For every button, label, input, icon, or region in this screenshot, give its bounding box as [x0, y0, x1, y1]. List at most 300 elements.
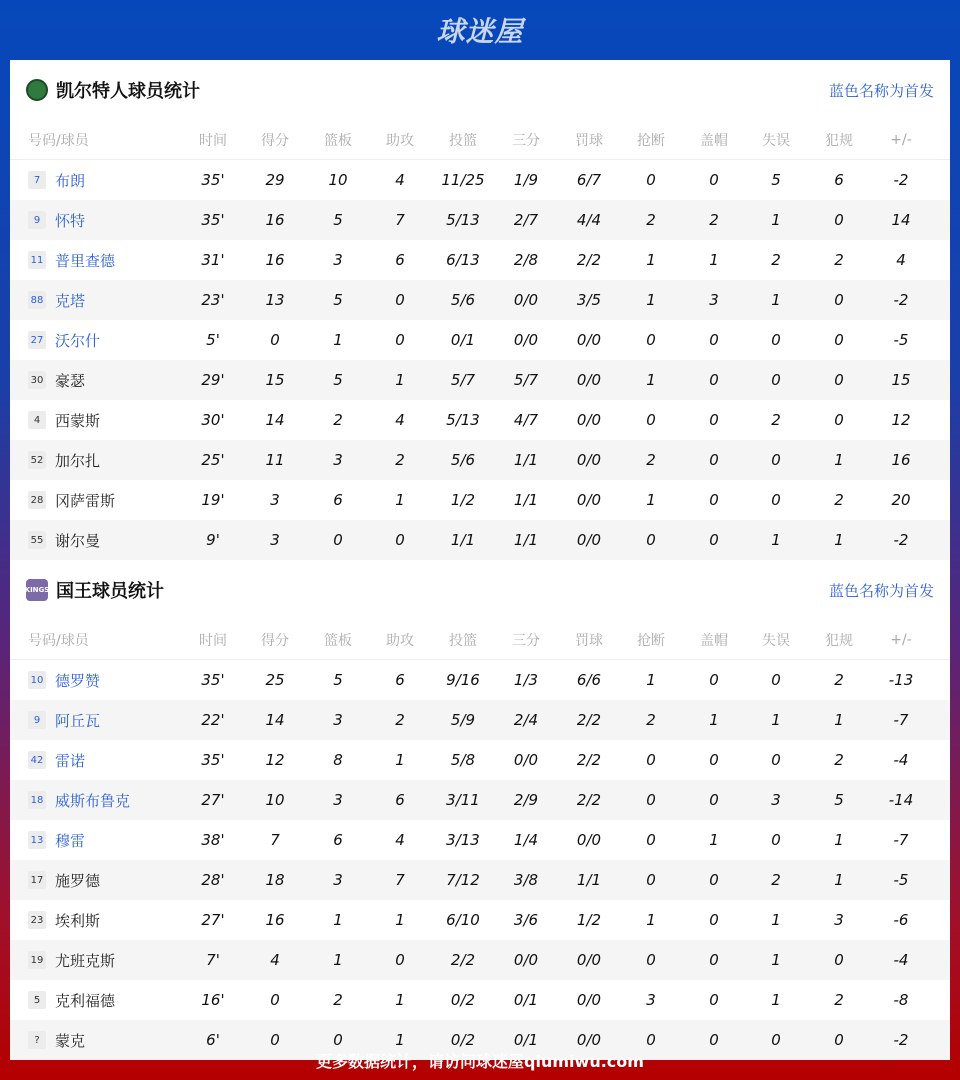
jersey-number: 11: [28, 251, 46, 269]
player-name[interactable]: 冈萨雷斯: [55, 491, 116, 510]
stat-cell: 5: [333, 291, 343, 309]
stat-cell: 15: [891, 371, 911, 389]
stat-cell: 5/8: [450, 751, 476, 769]
stat-cell: 8: [333, 751, 343, 769]
stat-cell: 3: [834, 911, 844, 929]
column-header[interactable]: 篮板: [324, 132, 352, 149]
stat-cell: 1/2: [450, 491, 476, 509]
stat-cell: 11/25: [441, 171, 485, 189]
player-name[interactable]: 穆雷: [55, 831, 86, 850]
player-cell: [28, 410, 100, 431]
stat-cell: 0: [834, 331, 844, 349]
stat-cell: -7: [893, 711, 909, 729]
stat-cell: 2/2: [576, 751, 602, 769]
stat-cell: 1/4: [513, 831, 539, 849]
stat-cell: 0/0: [576, 531, 602, 549]
stat-cell: 29': [201, 371, 225, 389]
stat-cell: 7: [395, 211, 405, 229]
stat-cell: 2/8: [513, 251, 539, 269]
table-header: [10, 620, 950, 660]
stat-cell: 0: [395, 291, 405, 309]
stat-cell: 0: [834, 371, 844, 389]
stat-cell: 1: [709, 831, 719, 849]
stat-cell: 4: [270, 951, 280, 969]
stat-cell: 27': [201, 911, 225, 929]
stat-cell: 2: [333, 991, 343, 1009]
stat-cell: 3/6: [513, 911, 539, 929]
stat-cell: 4: [395, 831, 405, 849]
table-row[interactable]: [10, 940, 950, 980]
stat-cell: 0: [646, 331, 656, 349]
stat-cell: 6': [206, 1031, 220, 1049]
stat-cell: 3/11: [446, 791, 480, 809]
stat-cell: 16: [891, 451, 911, 469]
column-header[interactable]: +/-: [890, 631, 912, 648]
table-row[interactable]: [10, 820, 950, 860]
player-name[interactable]: 威斯布鲁克: [55, 791, 131, 810]
stat-cell: 1: [646, 251, 656, 269]
jersey-number: ?: [28, 1031, 46, 1049]
column-header[interactable]: 助攻: [386, 632, 414, 649]
stat-cell: 5': [206, 331, 220, 349]
stat-cell: 2/2: [450, 951, 476, 969]
stat-cell: 1/2: [576, 911, 602, 929]
player-name[interactable]: 怀特: [55, 211, 86, 230]
stat-cell: 20: [891, 491, 911, 509]
stat-cell: 0/0: [576, 831, 602, 849]
jersey-number: 23: [28, 911, 46, 929]
column-header[interactable]: 时间: [199, 632, 227, 649]
column-header[interactable]: 抢断: [637, 132, 665, 149]
stat-cell: 2: [333, 411, 343, 429]
stat-cell: 1: [834, 871, 844, 889]
stat-cell: 0: [709, 791, 719, 809]
stat-cell: -2: [893, 171, 909, 189]
stat-cell: 3: [333, 791, 343, 809]
stat-cell: 3: [270, 491, 280, 509]
stat-cell: 0/0: [576, 371, 602, 389]
top-bar: [0, 0, 960, 60]
stat-cell: 0: [646, 171, 656, 189]
stat-cell: 1: [771, 531, 781, 549]
stat-cell: 0: [709, 871, 719, 889]
site-logo: 球迷屋: [436, 15, 524, 48]
stat-cell: 0: [709, 451, 719, 469]
player-name[interactable]: 豪瑟: [55, 371, 86, 390]
player-name[interactable]: 布朗: [55, 171, 86, 190]
stat-cell: 0: [646, 831, 656, 849]
stat-cell: 1: [834, 451, 844, 469]
stat-cell: 1: [834, 531, 844, 549]
column-header[interactable]: 犯规: [825, 132, 853, 149]
stat-cell: 0: [771, 371, 781, 389]
player-name[interactable]: 德罗赞: [55, 671, 101, 690]
stat-cell: 0: [709, 751, 719, 769]
table-row[interactable]: [10, 480, 950, 520]
table-row[interactable]: [10, 700, 950, 740]
stat-cell: 16: [265, 211, 285, 229]
stat-cell: 1: [646, 291, 656, 309]
stat-cell: 0/0: [513, 751, 539, 769]
stat-cell: 9/16: [446, 671, 480, 689]
footer-link[interactable]: 更多数据统计，请访问球迷屋qiumiwu.com: [316, 1051, 644, 1071]
stat-cell: 1: [771, 291, 781, 309]
table-row[interactable]: [10, 660, 950, 700]
table-row[interactable]: [10, 360, 950, 400]
stat-cell: 27': [201, 791, 225, 809]
jersey-number: 5: [28, 991, 46, 1009]
stat-cell: 2: [834, 991, 844, 1009]
stat-cell: 5: [333, 671, 343, 689]
stats-card: [10, 60, 950, 1050]
column-header[interactable]: 罚球: [575, 132, 603, 149]
stat-cell: 1: [771, 951, 781, 969]
stat-cell: 2/4: [513, 711, 539, 729]
stat-cell: 0: [709, 991, 719, 1009]
player-name[interactable]: 埃利斯: [55, 911, 101, 930]
stat-cell: 12: [265, 751, 285, 769]
player-name[interactable]: 加尔扎: [55, 451, 101, 470]
player-cell: [28, 910, 100, 931]
player-cell: [28, 830, 85, 851]
stat-cell: 0: [771, 491, 781, 509]
player-cell: [28, 790, 130, 811]
team-header: [10, 560, 950, 620]
stat-cell: 0: [709, 411, 719, 429]
stat-cell: 1: [646, 371, 656, 389]
stat-cell: 2: [834, 251, 844, 269]
stat-cell: 0: [771, 331, 781, 349]
stat-cell: 15: [265, 371, 285, 389]
stat-cell: 35': [201, 671, 225, 689]
column-header: 号码/球员: [28, 132, 89, 149]
stat-cell: -7: [893, 831, 909, 849]
player-cell: [28, 530, 100, 551]
stat-cell: 16: [265, 911, 285, 929]
jersey-number: 19: [28, 951, 46, 969]
stat-cell: 0/1: [450, 331, 476, 349]
jersey-number: 55: [28, 531, 46, 549]
stat-cell: 0: [771, 831, 781, 849]
player-cell: [28, 170, 85, 191]
stat-cell: 12: [891, 411, 911, 429]
stat-cell: 3: [333, 711, 343, 729]
table-row[interactable]: [10, 280, 950, 320]
table-row[interactable]: [10, 520, 950, 560]
stat-cell: 6: [395, 671, 405, 689]
stat-cell: 0: [333, 531, 343, 549]
stat-cell: 0: [709, 331, 719, 349]
column-header[interactable]: 盖帽: [700, 132, 728, 149]
stat-cell: 0: [270, 991, 280, 1009]
stat-cell: 0: [646, 751, 656, 769]
table-row[interactable]: [10, 900, 950, 940]
table-row[interactable]: [10, 400, 950, 440]
stat-cell: 6: [395, 791, 405, 809]
stat-cell: 7/12: [446, 871, 480, 889]
stat-cell: 35': [201, 211, 225, 229]
player-name[interactable]: 尤班克斯: [55, 951, 116, 970]
stat-cell: 5/13: [446, 211, 480, 229]
stat-cell: 1: [709, 251, 719, 269]
table-row[interactable]: [10, 440, 950, 480]
stat-cell: 0: [333, 1031, 343, 1049]
stat-cell: 0/0: [576, 331, 602, 349]
stat-cell: 2: [395, 451, 405, 469]
stat-cell: 1: [395, 491, 405, 509]
column-header[interactable]: 时间: [199, 132, 227, 149]
player-name[interactable]: 普里查德: [55, 251, 116, 270]
jersey-number: 7: [28, 171, 46, 189]
table-row[interactable]: [10, 160, 950, 200]
stat-cell: 16: [265, 251, 285, 269]
stat-cell: 5: [834, 791, 844, 809]
column-header[interactable]: 助攻: [386, 132, 414, 149]
stat-cell: 18: [265, 871, 285, 889]
stat-cell: 3: [646, 991, 656, 1009]
stat-cell: 2: [709, 211, 719, 229]
table-row[interactable]: [10, 240, 950, 280]
player-cell: [28, 250, 115, 271]
stat-cell: 3: [270, 531, 280, 549]
stat-cell: 11: [265, 451, 285, 469]
table-row[interactable]: [10, 780, 950, 820]
stat-cell: 3: [709, 291, 719, 309]
stat-cell: -6: [893, 911, 909, 929]
stat-cell: 1: [395, 911, 405, 929]
stat-cell: 3: [333, 451, 343, 469]
table-header: [10, 120, 950, 160]
stat-cell: 0: [771, 751, 781, 769]
table-row[interactable]: [10, 860, 950, 900]
stat-cell: 2/2: [576, 251, 602, 269]
column-header[interactable]: 三分: [512, 632, 540, 649]
stat-cell: 35': [201, 751, 225, 769]
celtics-logo-icon: [26, 79, 48, 101]
table-row[interactable]: [10, 980, 950, 1020]
stat-cell: 29: [265, 171, 285, 189]
stat-cell: -4: [893, 751, 909, 769]
player-cell: [28, 710, 100, 731]
stat-cell: 5/13: [446, 411, 480, 429]
stat-cell: 5/7: [450, 371, 476, 389]
stat-cell: 0: [834, 291, 844, 309]
column-header[interactable]: 三分: [512, 132, 540, 149]
stat-cell: 3/8: [513, 871, 539, 889]
stat-cell: 2: [646, 211, 656, 229]
stat-cell: 1: [709, 711, 719, 729]
stat-cell: 1: [771, 211, 781, 229]
stat-cell: -5: [893, 871, 909, 889]
stat-cell: 1/1: [513, 531, 539, 549]
stat-cell: 0: [771, 451, 781, 469]
stat-cell: 2: [646, 451, 656, 469]
stat-cell: 0/1: [513, 991, 539, 1009]
stat-cell: 0: [646, 411, 656, 429]
stat-cell: 0: [646, 951, 656, 969]
column-header[interactable]: +/-: [890, 131, 912, 148]
stat-cell: 0: [834, 1031, 844, 1049]
stat-cell: 14: [265, 711, 285, 729]
stat-cell: 1: [395, 1031, 405, 1049]
stat-cell: 25: [265, 671, 285, 689]
stat-cell: 1: [771, 911, 781, 929]
stat-cell: 0: [709, 171, 719, 189]
stat-cell: 22': [201, 711, 225, 729]
stat-cell: 1: [395, 751, 405, 769]
stat-cell: 1: [646, 911, 656, 929]
starter-legend: 蓝色名称为首发: [828, 581, 934, 600]
stat-cell: 1: [771, 711, 781, 729]
stat-cell: 7': [206, 951, 220, 969]
stat-cell: 6/7: [576, 171, 602, 189]
jersey-number: 88: [28, 291, 46, 309]
table-row[interactable]: [10, 320, 950, 360]
stat-cell: 2: [834, 751, 844, 769]
stat-cell: 2/7: [513, 211, 539, 229]
stat-cell: 3: [333, 871, 343, 889]
table-row[interactable]: [10, 740, 950, 780]
stat-cell: -5: [893, 331, 909, 349]
column-header: 号码/球员: [28, 632, 89, 649]
player-name[interactable]: 克塔: [55, 291, 86, 310]
player-name[interactable]: 蒙克: [55, 1031, 86, 1050]
player-cell: [28, 370, 85, 391]
stat-cell: 0: [646, 531, 656, 549]
stat-cell: 25': [201, 451, 225, 469]
stat-cell: 0: [709, 671, 719, 689]
stat-cell: 31': [201, 251, 225, 269]
stat-cell: 1/1: [576, 871, 602, 889]
stat-cell: 9': [206, 531, 220, 549]
stat-cell: 1: [333, 331, 343, 349]
stat-cell: 0: [709, 951, 719, 969]
stat-cell: 30': [201, 411, 225, 429]
stat-cell: 4: [395, 171, 405, 189]
player-cell: [28, 670, 100, 691]
stat-cell: 23': [201, 291, 225, 309]
stat-cell: 0: [646, 791, 656, 809]
stat-cell: 6: [395, 251, 405, 269]
stat-cell: 0: [395, 531, 405, 549]
starter-legend: 蓝色名称为首发: [828, 81, 934, 100]
stat-cell: 0: [834, 411, 844, 429]
column-header[interactable]: 失误: [762, 132, 790, 149]
stat-cell: 2: [834, 671, 844, 689]
stat-cell: 6/13: [446, 251, 480, 269]
stat-cell: 2/2: [576, 791, 602, 809]
stat-cell: 0: [646, 1031, 656, 1049]
stat-cell: -13: [888, 671, 914, 689]
stat-cell: -2: [893, 531, 909, 549]
jersey-number: 13: [28, 831, 46, 849]
stat-cell: 4/4: [576, 211, 602, 229]
stat-cell: -2: [893, 1031, 909, 1049]
stat-cell: 0/0: [576, 951, 602, 969]
stat-cell: 7: [270, 831, 280, 849]
player-name[interactable]: 施罗德: [55, 871, 101, 890]
column-header[interactable]: 得分: [261, 632, 289, 649]
stat-cell: 0: [709, 911, 719, 929]
stat-cell: 0/0: [576, 491, 602, 509]
stat-cell: 1: [646, 671, 656, 689]
stat-cell: 0: [709, 371, 719, 389]
stat-cell: 14: [265, 411, 285, 429]
stat-cell: 3: [771, 791, 781, 809]
stat-cell: 0/1: [513, 1031, 539, 1049]
stat-cell: -2: [893, 291, 909, 309]
stat-cell: 6: [834, 171, 844, 189]
column-header[interactable]: 抢断: [637, 632, 665, 649]
stat-cell: 0/0: [513, 291, 539, 309]
stat-cell: 0/0: [513, 951, 539, 969]
stat-cell: 2: [771, 251, 781, 269]
stat-cell: 0: [395, 331, 405, 349]
stat-cell: 1/3: [513, 671, 539, 689]
stat-cell: 10: [328, 171, 348, 189]
player-cell: [28, 330, 100, 351]
column-header[interactable]: 投篮: [449, 632, 477, 649]
player-name[interactable]: 雷诺: [55, 751, 86, 770]
stat-cell: 1: [646, 491, 656, 509]
player-cell: [28, 450, 100, 471]
table-row[interactable]: [10, 200, 950, 240]
column-header[interactable]: 失误: [762, 632, 790, 649]
column-header[interactable]: 罚球: [575, 632, 603, 649]
jersey-number: 28: [28, 491, 46, 509]
player-name[interactable]: 沃尔什: [55, 331, 101, 350]
stat-cell: 38': [201, 831, 225, 849]
stat-cell: 5/7: [513, 371, 539, 389]
stat-cell: 6/10: [446, 911, 480, 929]
column-header[interactable]: 犯规: [825, 632, 853, 649]
stat-cell: 6: [333, 831, 343, 849]
column-header[interactable]: 盖帽: [700, 632, 728, 649]
player-name[interactable]: 克利福德: [55, 991, 116, 1010]
stat-cell: 3: [333, 251, 343, 269]
player-name[interactable]: 谢尔曼: [55, 531, 101, 550]
column-header[interactable]: 投篮: [449, 132, 477, 149]
stat-cell: 2/9: [513, 791, 539, 809]
stat-cell: 1/1: [513, 491, 539, 509]
stat-cell: 14: [891, 211, 911, 229]
stat-cell: 0/0: [576, 411, 602, 429]
column-header[interactable]: 得分: [261, 132, 289, 149]
stat-cell: 1: [333, 951, 343, 969]
stat-cell: 1/1: [450, 531, 476, 549]
team-header: [10, 60, 950, 120]
player-cell: [28, 210, 85, 231]
stat-cell: 0/0: [576, 1031, 602, 1049]
stat-cell: 0: [709, 1031, 719, 1049]
stat-cell: 0: [709, 491, 719, 509]
player-name[interactable]: 阿丘瓦: [55, 711, 101, 730]
stat-cell: 0/0: [576, 451, 602, 469]
player-name[interactable]: 西蒙斯: [55, 411, 101, 430]
stat-cell: 2/2: [576, 711, 602, 729]
jersey-number: 4: [28, 411, 46, 429]
stat-cell: 4/7: [513, 411, 539, 429]
stat-cell: 28': [201, 871, 225, 889]
stat-cell: 0: [646, 871, 656, 889]
stat-cell: 0: [834, 211, 844, 229]
jersey-number: 42: [28, 751, 46, 769]
stat-cell: 3/5: [576, 291, 602, 309]
stat-cell: 5: [771, 171, 781, 189]
stat-cell: 0: [270, 1031, 280, 1049]
stat-cell: 1/1: [513, 451, 539, 469]
column-header[interactable]: 篮板: [324, 632, 352, 649]
